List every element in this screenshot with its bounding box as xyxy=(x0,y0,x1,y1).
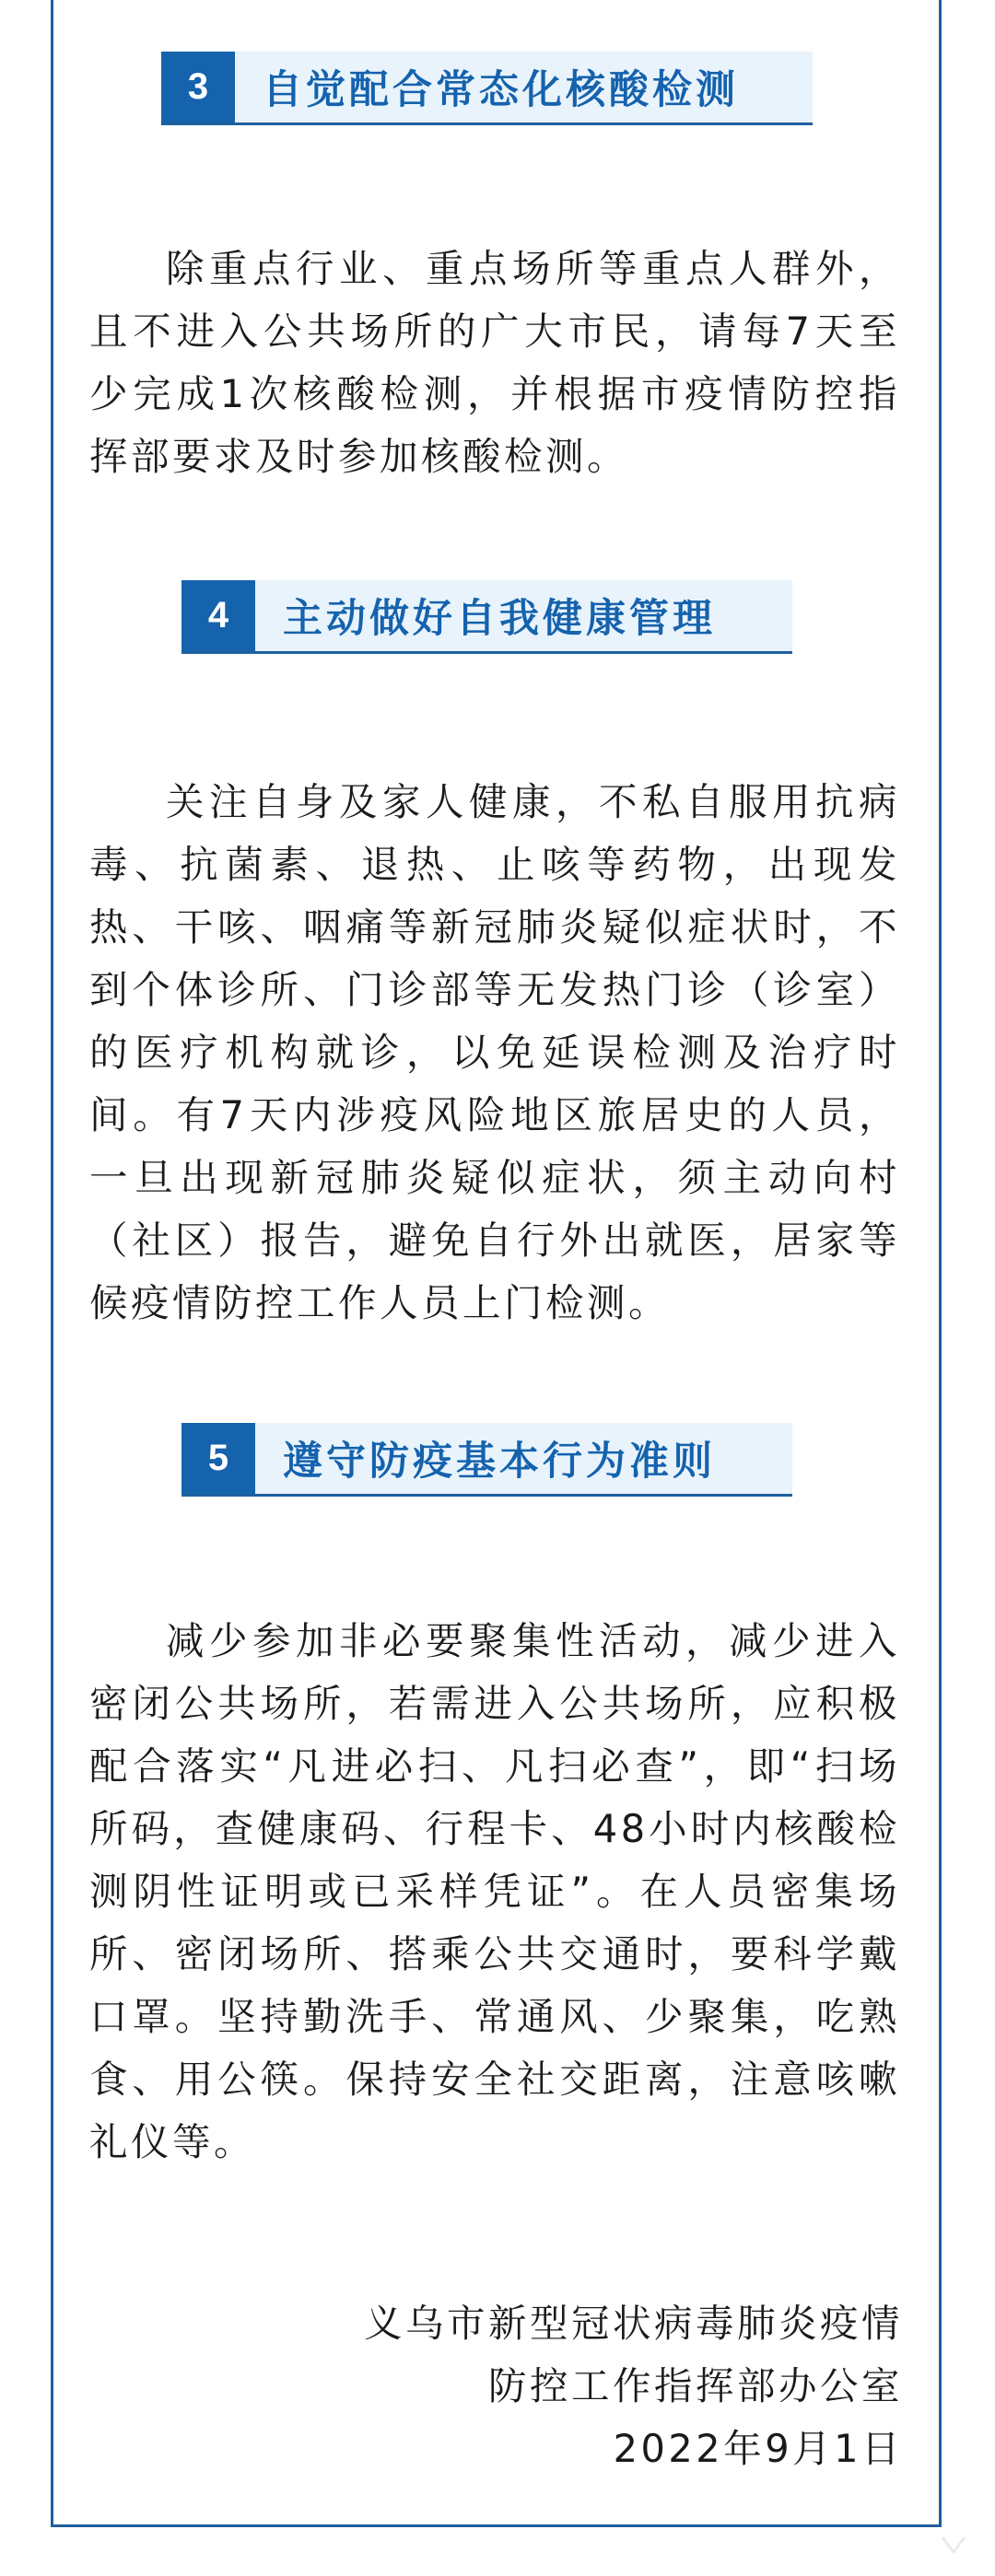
signature-org-line-2: 防控工作指挥部办公室 xyxy=(487,2363,903,2408)
signature-block xyxy=(364,2292,903,2480)
section-5-paragraph: 减少参加非必要聚集性活动，减少进入密闭公共场所，若需进入公共场所，应积极配合落实“凡进必扫、凡扫必查”，即“扫场所码，查健康码、行程卡、48小时内核酸检测阴性证明或已采样凭证”。在人员密集场所、密闭场所、搭乘公共交通时，要科学戴口罩。坚持勤洗手、常通风、少聚集，吃熟食、用公筷。保持安全社交距离，注意咳嗽礼仪等。 xyxy=(89,1618,900,2164)
watermark-icon xyxy=(940,2534,967,2558)
frame-left-border xyxy=(51,0,53,2527)
section-5-number: 5 xyxy=(181,1423,255,1494)
section-3-header xyxy=(161,52,813,125)
section-4-number: 4 xyxy=(181,580,255,651)
section-3-title: 自觉配合常态化核酸检测 xyxy=(235,52,813,122)
section-3-number: 3 xyxy=(161,52,235,122)
frame-bottom-border xyxy=(51,2524,942,2527)
frame-right-border xyxy=(939,0,942,2527)
section-4-paragraph: 关注自身及家人健康，不私自服用抗病毒、抗菌素、退热、止咳等药物，出现发热、干咳、咽痛等新冠肺炎疑似症状时，不到个体诊所、门诊部等无发热门诊（诊室）的医疗机构就诊，以免延误检测及治疗时间。有7天内涉疫风险地区旅居史的人员，一旦出现新冠肺炎疑似症状，须主动向村（社区）报告，避免自行外出就医，居家等候疫情防控工作人员上门检测。 xyxy=(89,779,900,1325)
section-4-title: 主动做好自我健康管理 xyxy=(255,580,792,651)
section-5-header xyxy=(181,1423,792,1497)
section-3-paragraph: 除重点行业、重点场所等重点人群外，且不进入公共场所的广大市民，请每7天至少完成1次核酸检测，并根据市疫情防控指挥部要求及时参加核酸检测。 xyxy=(89,246,900,479)
section-5-title: 遵守防疫基本行为准则 xyxy=(255,1423,792,1494)
signature-date: 2022年9月1日 xyxy=(613,2426,903,2471)
signature-org-line-1: 义乌市新型冠状病毒肺炎疫情 xyxy=(363,2301,903,2346)
section-4-header xyxy=(181,580,792,654)
